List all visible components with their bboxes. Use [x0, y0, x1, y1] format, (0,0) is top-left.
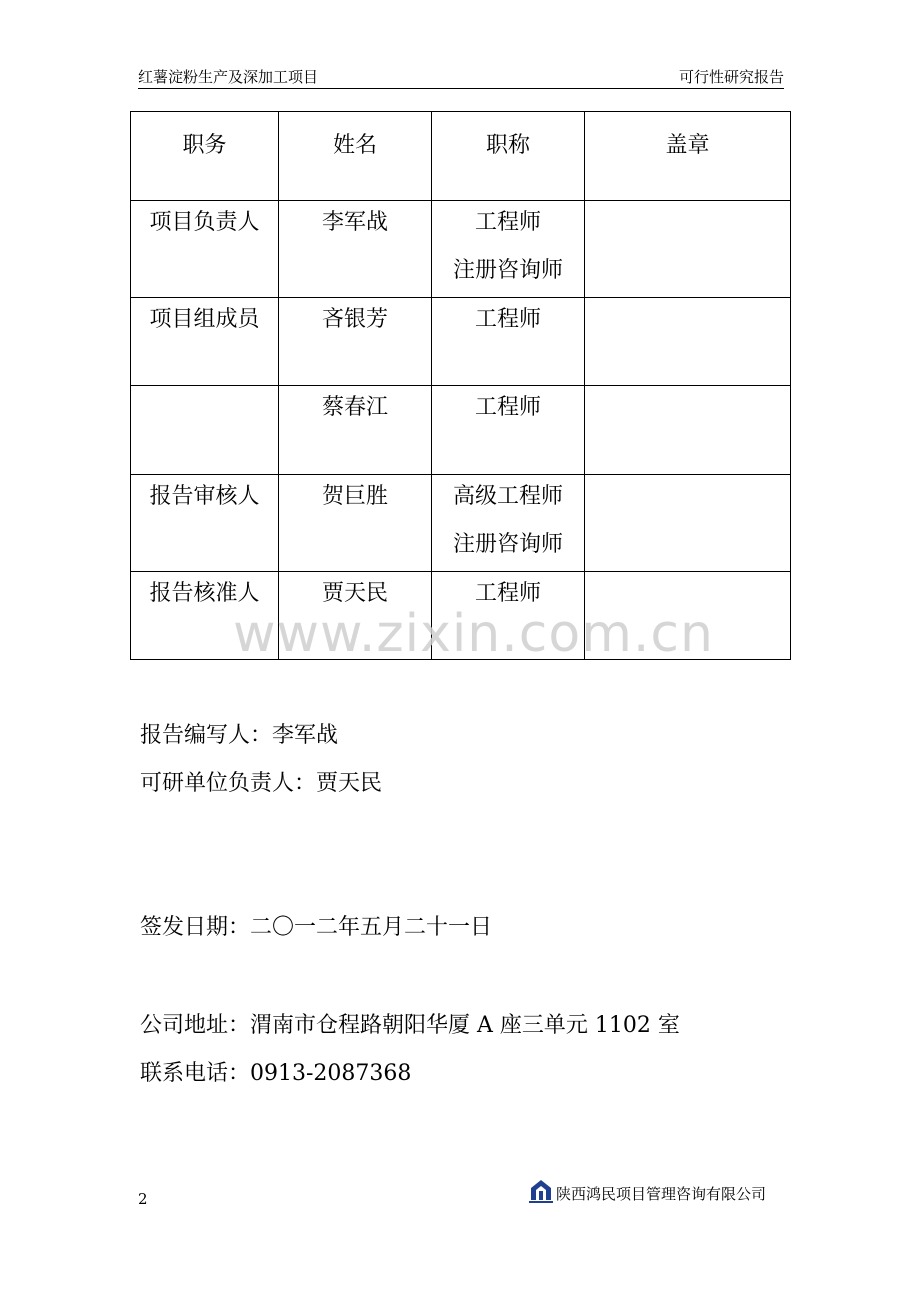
- table-header-row: [131, 112, 791, 201]
- name-text: 吝银芳: [321, 307, 388, 332]
- column-header-role: 职务: [131, 112, 279, 201]
- cell-seal: [585, 298, 791, 386]
- role-text: 项目负责人: [149, 210, 260, 235]
- title-text: 工程师: [474, 581, 541, 606]
- company-name: 陕西鸿民项目管理咨询有限公司: [556, 1185, 767, 1203]
- footer-company: [528, 1178, 766, 1204]
- role-text: [131, 384, 278, 432]
- cell-title: [432, 386, 585, 475]
- cell-seal: [585, 475, 791, 572]
- cell-role: [131, 475, 279, 572]
- name-text: 贺巨胜: [321, 484, 388, 509]
- title-text: 注册咨询师: [452, 532, 563, 557]
- cell-name: [279, 201, 432, 298]
- report-writer: 报告编写人：李军战: [140, 723, 339, 748]
- watermark: www.zixin.com.cn: [233, 604, 714, 664]
- table-row: [131, 475, 791, 572]
- cell-role: [131, 201, 279, 298]
- role-text: 项目组成员: [149, 307, 260, 332]
- cell-title: [432, 298, 585, 386]
- header-project-title: 红薯淀粉生产及深加工项目: [138, 68, 319, 86]
- title-text: 注册咨询师: [452, 258, 563, 283]
- title-text: 工程师: [474, 210, 541, 235]
- column-header-name: 姓名: [279, 112, 432, 201]
- cell-title: [432, 475, 585, 572]
- title-text: 工程师: [474, 307, 541, 332]
- table-row: [131, 386, 791, 475]
- contact-phone: 联系电话：0913-2087368: [140, 1061, 412, 1086]
- name-text: 李军战: [321, 210, 388, 235]
- cell-seal: [585, 386, 791, 475]
- table-row: [131, 298, 791, 386]
- column-header-title: 职称: [432, 112, 585, 201]
- company-logo-icon: [528, 1178, 554, 1204]
- name-text: 蔡春江: [321, 395, 388, 420]
- cell-role: [131, 298, 279, 386]
- cell-name: [279, 475, 432, 572]
- column-header-seal: 盖章: [585, 112, 791, 201]
- title-text: 工程师: [474, 395, 541, 420]
- cell-seal: [585, 201, 791, 298]
- cell-name: [279, 386, 432, 475]
- role-text: 报告审核人: [149, 484, 260, 509]
- unit-head: 可研单位负责人：贾天民: [140, 771, 383, 796]
- title-text: 高级工程师: [452, 484, 563, 509]
- cell-title: [432, 201, 585, 298]
- staff-table: [130, 111, 791, 660]
- issue-date: 签发日期：二〇一二年五月二十一日: [140, 915, 493, 940]
- company-address: 公司地址：渭南市仓程路朝阳华厦 A 座三单元 1102 室: [140, 1013, 680, 1038]
- page-number: 2: [138, 1190, 148, 1208]
- table-row: [131, 201, 791, 298]
- cell-role: [131, 386, 279, 475]
- page-header: [138, 64, 784, 89]
- role-text: 报告核准人: [149, 581, 260, 606]
- cell-name: [279, 298, 432, 386]
- header-report-title: 可行性研究报告: [678, 68, 784, 86]
- name-text: 贾天民: [321, 581, 388, 606]
